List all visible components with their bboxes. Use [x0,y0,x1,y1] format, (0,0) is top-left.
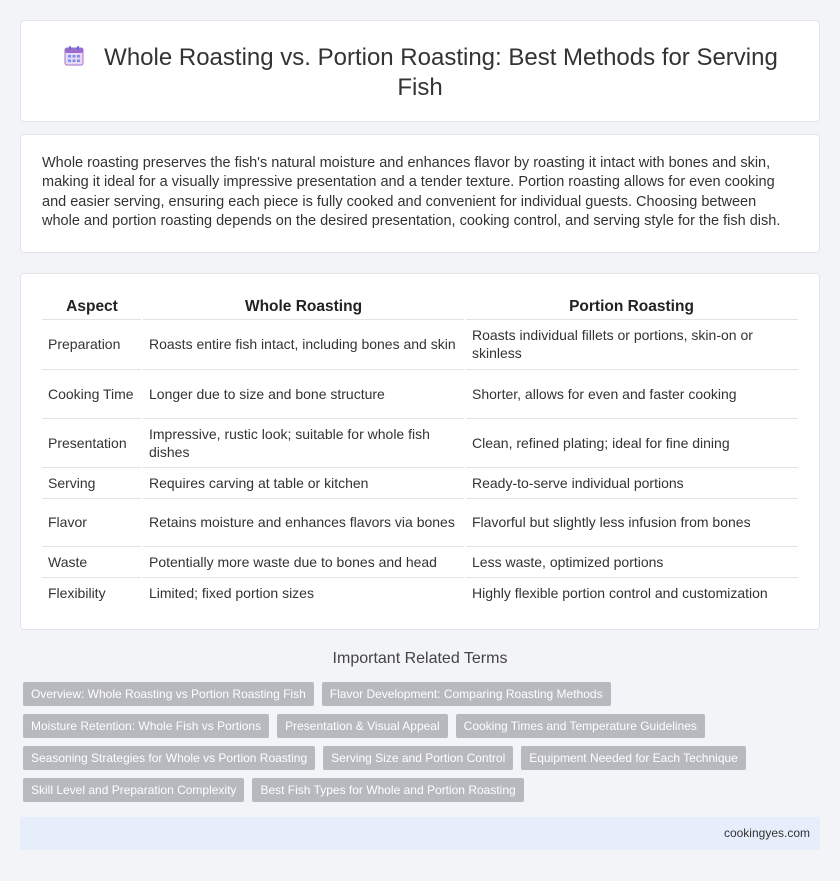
related-term-tag[interactable]: Presentation & Visual Appeal [277,714,448,738]
related-term-tag[interactable]: Skill Level and Preparation Complexity [23,778,244,802]
calendar-icon [62,44,86,68]
comparison-table [42,295,798,608]
table-cell: Longer due to size and bone structure [142,369,465,418]
table-cell: Highly flexible portion control and customization [472,584,768,601]
intro-paragraph: Whole roasting preserves the fish's natural moisture and enhances flavor by roasting it intact with bones and skin, making it ideal for a visually impressive presentation and a tender texture. Portion roasting allows for even cooking and easier serving, ensuring each piece is fully cooked and convenient for individual guests. Choosing between whole and portion roasting depends on the desired presentation, cooking control, and serving style for the fish dish. [42,155,781,230]
table-cell: Presentation [42,418,142,467]
table-cell: Flavorful but slightly less infusion from bones [465,498,798,546]
table-cell: Roasts entire fish intact, including bones and skin [142,319,465,369]
footer-site-link[interactable]: cookingyes.com [723,826,810,840]
table-row [42,319,798,369]
table-row [42,369,798,418]
related-terms-list [23,682,813,802]
table-cell: Flavor [42,498,142,546]
related-term-tag[interactable]: Overview: Whole Roasting vs Portion Roasting Fish [23,682,314,706]
related-term-tag[interactable]: Seasoning Strategies for Whole vs Portion Roasting [23,746,315,770]
related-term-tag[interactable]: Serving Size and Portion Control [323,746,513,770]
table-cell: Ready-to-serve individual portions [465,467,798,498]
table-cell: Serving [42,467,142,498]
table-cell: Impressive, rustic look; suitable for whole fish dishes [142,418,465,467]
intro-card [20,134,820,253]
header-aspect: Aspect [42,295,142,319]
table-cell: Requires carving at table or kitchen [142,467,465,498]
header-portion-roasting: Portion Roasting [465,295,798,319]
related-term-tag[interactable]: Moisture Retention: Whole Fish vs Portions [23,714,269,738]
table-row [42,418,798,467]
table-cell: Waste [42,546,142,577]
table-cell: Limited; fixed portion sizes [142,577,465,608]
table-row [42,498,798,546]
related-terms-title: Important Related Terms [332,650,508,667]
table-cell: Less waste, optimized portions [465,546,798,577]
table-row [42,577,798,608]
table-cell: Potentially more waste due to bones and head [142,546,465,577]
related-term-tag[interactable]: Flavor Development: Comparing Roasting Methods [322,682,611,706]
header-whole-roasting: Whole Roasting [142,295,465,319]
table-row [42,546,798,577]
header-card [20,20,820,122]
table-header-row [42,295,798,319]
footer [20,817,820,850]
comparison-card [20,273,820,630]
table-cell: Cooking Time [42,369,142,418]
related-term-tag[interactable]: Cooking Times and Temperature Guidelines [456,714,705,738]
page-title-wrap [21,43,819,103]
table-cell: Clean, refined plating; ideal for fine dining [465,418,798,467]
table-cell: Preparation [42,319,142,369]
table-cell: Retains moisture and enhances flavors via bones [142,498,465,546]
table-row [42,467,798,498]
table-cell: Shorter, allows for even and faster cooking [465,369,798,418]
page-title: Whole Roasting vs. Portion Roasting: Best Methods for Serving Fish [104,44,778,101]
related-term-tag[interactable]: Best Fish Types for Whole and Portion Roasting [252,778,523,802]
related-term-tag[interactable]: Equipment Needed for Each Technique [521,746,746,770]
table-cell: Roasts individual fillets or portions, skin-on or skinless [465,319,798,369]
table-cell: Flexibility [42,577,142,608]
